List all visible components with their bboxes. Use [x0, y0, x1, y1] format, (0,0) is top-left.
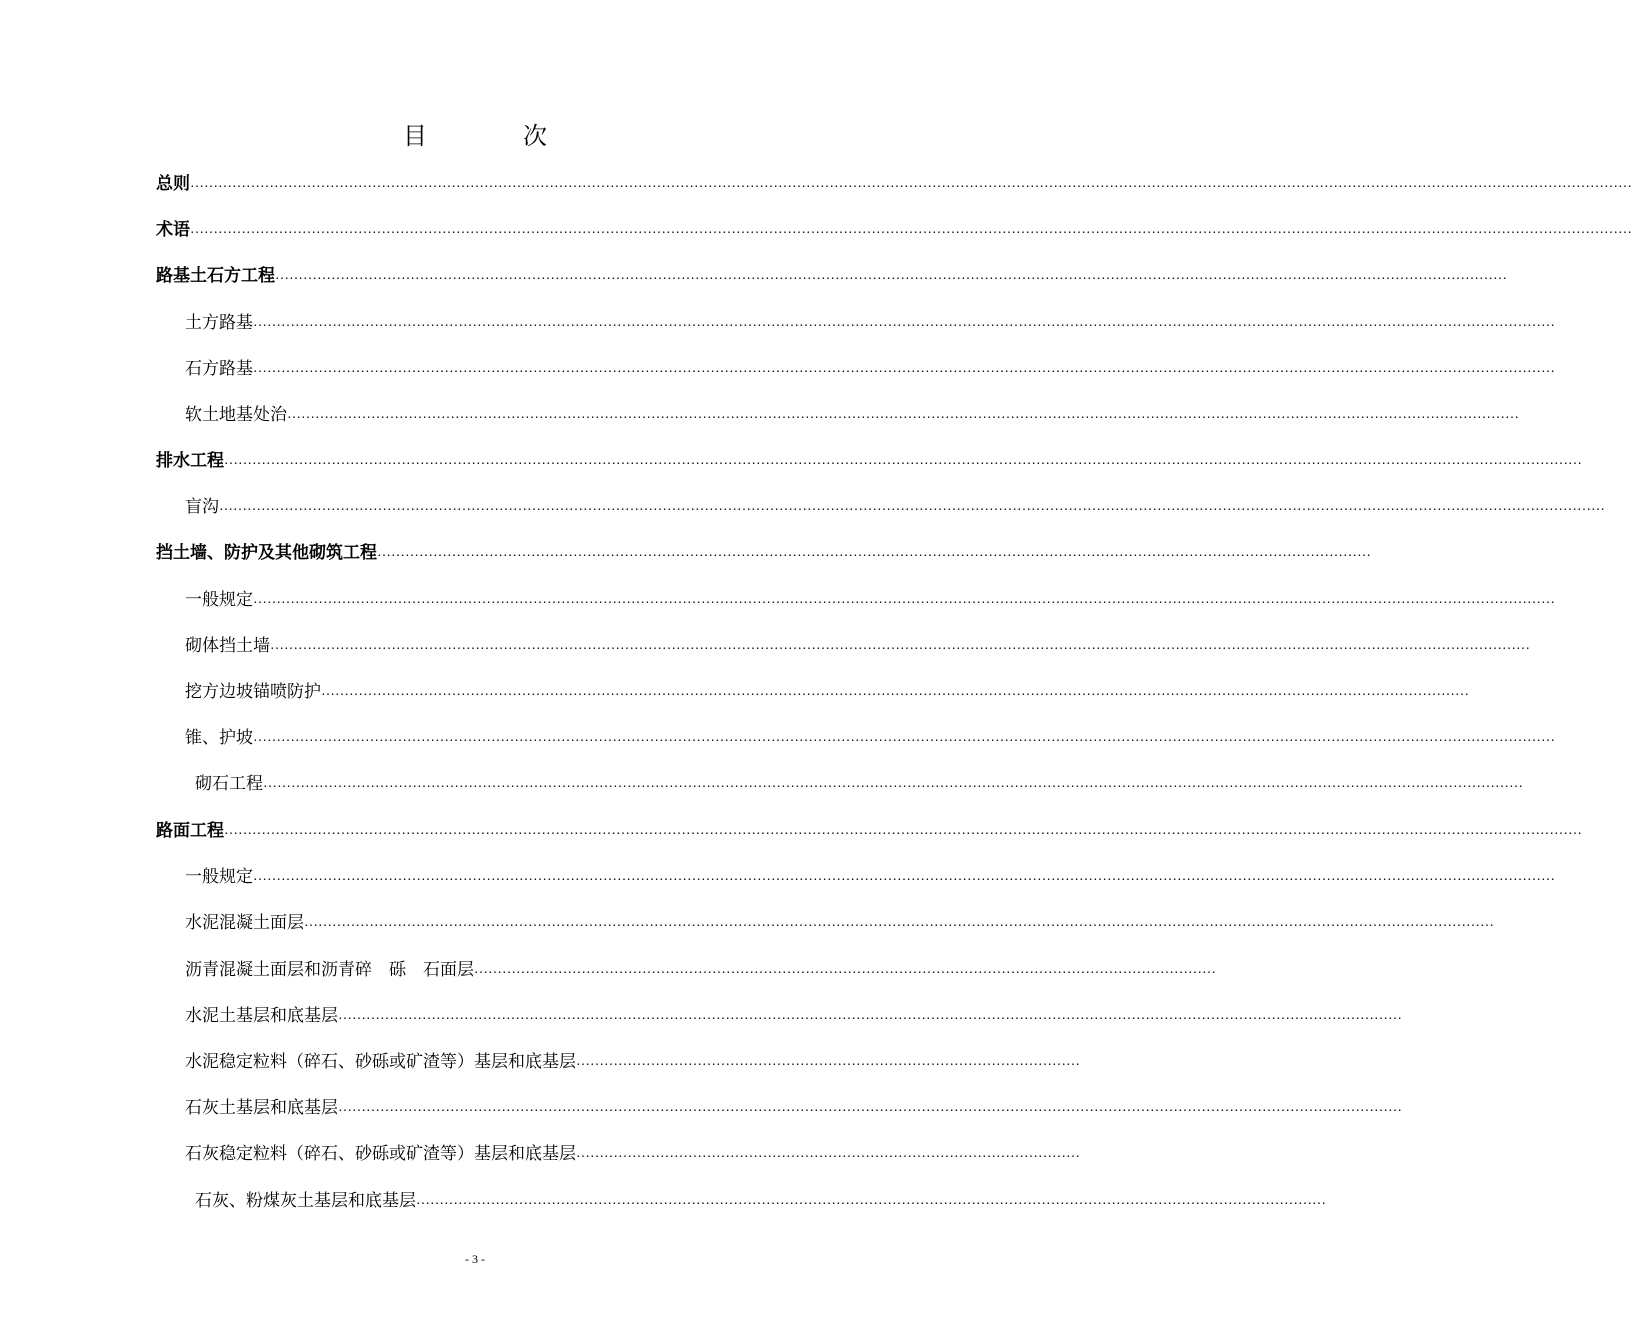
toc-entry-label: 路面工程 — [156, 821, 224, 841]
toc-entry — [156, 448, 1582, 474]
toc-entry — [185, 402, 1519, 428]
dot-leader: ………………………………………………………………………………………………………………………………………………………………………………………………………………………… — [321, 684, 1469, 699]
toc-entry — [185, 310, 1555, 336]
dot-leader: ……………………………………………………………………………………………………………………………………………………………………………………………………………………………………………………… — [253, 730, 1555, 745]
toc-entry-label: 路基土石方工程 — [156, 266, 275, 286]
dot-leader: ……………………………………………………………………………………………………………………………………………………………………………………………………………………………………………… — [263, 776, 1523, 791]
toc-entry — [185, 864, 1555, 890]
toc-entry-label: 术语 — [156, 220, 190, 240]
dot-leader: ………………………………………………………………………………………………………………………………………………………………………………………………………………………………………………………………… — [224, 823, 1582, 838]
dot-leader: ………………………………………………………………………………………………………………………………………………………………………………………………………………………………………… — [275, 268, 1507, 283]
toc-entry — [156, 217, 1632, 243]
toc-entry-label: 水泥混凝土面层 — [185, 913, 304, 933]
toc-entry — [185, 957, 1216, 983]
dot-leader: ……………………………………………………………………………………………………………………………………………………………………………………………………………………………………………………… — [253, 315, 1555, 330]
toc-entry — [195, 771, 1523, 797]
toc-entry-label: 土方路基 — [185, 313, 253, 333]
toc-entry-label: 锥、护坡 — [185, 728, 253, 748]
toc-entry-label: 水泥稳定粒料（碎石、砂砾或矿渣等）基层和底基层 — [185, 1052, 576, 1072]
toc-entry-label: 排水工程 — [156, 451, 224, 471]
toc-entry-label: 石方路基 — [185, 359, 253, 379]
toc-entry-label: 总则 — [156, 174, 190, 194]
dot-leader: ………………………………………………………………………………………………………………………………………………………………………………………………………… — [338, 1100, 1402, 1115]
toc-entry — [185, 725, 1555, 751]
toc-entry-label: 挖方边坡锚喷防护 — [185, 682, 321, 702]
toc-entry — [185, 494, 1605, 520]
dot-leader: …………………………………………………………………………………………………………………………………………………………………………………………… — [377, 545, 1371, 560]
dot-leader: ……………………………………………………………………………………………………………………………………………………………………………………………………………………………………………………… — [253, 592, 1555, 607]
toc-entry — [156, 540, 1371, 566]
dot-leader: ………………………………………………………………………………………………………………………………………………………………………………………………………… — [338, 1008, 1402, 1023]
toc-entry — [185, 910, 1494, 936]
toc-entry — [185, 1095, 1402, 1121]
toc-entry — [195, 1188, 1326, 1214]
toc-entry — [185, 679, 1469, 705]
toc-entry-label: 一般规定 — [185, 590, 253, 610]
toc-entry — [185, 1049, 1080, 1075]
toc-entry-label: 石灰稳定粒料（碎石、砂砾或矿渣等）基层和底基层 — [185, 1144, 576, 1164]
dot-leader: …………………………………………………………………………………………………………………………………………… — [474, 962, 1216, 977]
toc-entry-label: 水泥土基层和底基层 — [185, 1006, 338, 1026]
toc-entry — [156, 171, 1632, 197]
toc-entry — [156, 818, 1582, 844]
toc-entry-label: 一般规定 — [185, 867, 253, 887]
toc-entry — [156, 263, 1507, 289]
toc-entry-label: 砌石工程 — [195, 774, 263, 794]
toc-entry — [185, 587, 1555, 613]
dot-leader: ………………………………………………………………………………………………………………………………………………………………………………………………………………………………………………………………………………… — [190, 222, 1632, 237]
dot-leader: ……………………………………………………………………………………………………………………………………………………………………………………………………………………………………………………… — [253, 869, 1555, 884]
toc-entry-label: 软土地基处治 — [185, 405, 287, 425]
toc-entry-label: 盲沟 — [185, 497, 219, 517]
toc-entry-label: 砌体挡土墙 — [185, 636, 270, 656]
dot-leader: ………………………………………………………………………………………………………………………………………………………………………………………………………………………………………………………………………………… — [190, 176, 1632, 191]
toc-entry-label: 石灰、粉煤灰土基层和底基层 — [195, 1191, 416, 1211]
dot-leader: ……………………………………………………………………………………………………………………………………………………………………………………………………………………………………………………… — [253, 361, 1555, 376]
dot-leader: ………………………………………………………………………………………………………………………………………………………………………………………………………………………………………… — [287, 407, 1519, 422]
toc-entry — [185, 1141, 1080, 1167]
dot-leader: ……………………………………………………………………………………………… — [576, 1054, 1080, 1069]
page-title: 目 次 — [403, 122, 583, 150]
dot-leader: ……………………………………………………………………………………………………………………………………………………………………………………………………………………………………………………………………… — [219, 499, 1605, 514]
toc-entry — [185, 356, 1555, 382]
dot-leader: ……………………………………………………………………………………………… — [576, 1146, 1080, 1161]
toc-entry-label: 挡土墙、防护及其他砌筑工程 — [156, 543, 377, 563]
toc-entry-label: 石灰土基层和底基层 — [185, 1098, 338, 1118]
dot-leader: ………………………………………………………………………………………………………………………………………………………………………………………………………………………………………………………………… — [224, 453, 1582, 468]
toc-entry-label: 沥青混凝土面层和沥青碎 砾 石面层 — [185, 960, 474, 980]
toc-entry — [185, 1003, 1402, 1029]
toc-entry — [185, 633, 1530, 659]
dot-leader: ………………………………………………………………………………………………………………………………………………………………………………………………………………………………… — [304, 915, 1494, 930]
dot-leader: ……………………………………………………………………………………………………………………………………………………………………………………………………………………………………………… — [270, 638, 1530, 653]
dot-leader: …………………………………………………………………………………………………………………………………………………………………………… — [416, 1193, 1326, 1208]
page-number: - 3 - — [465, 1252, 485, 1266]
